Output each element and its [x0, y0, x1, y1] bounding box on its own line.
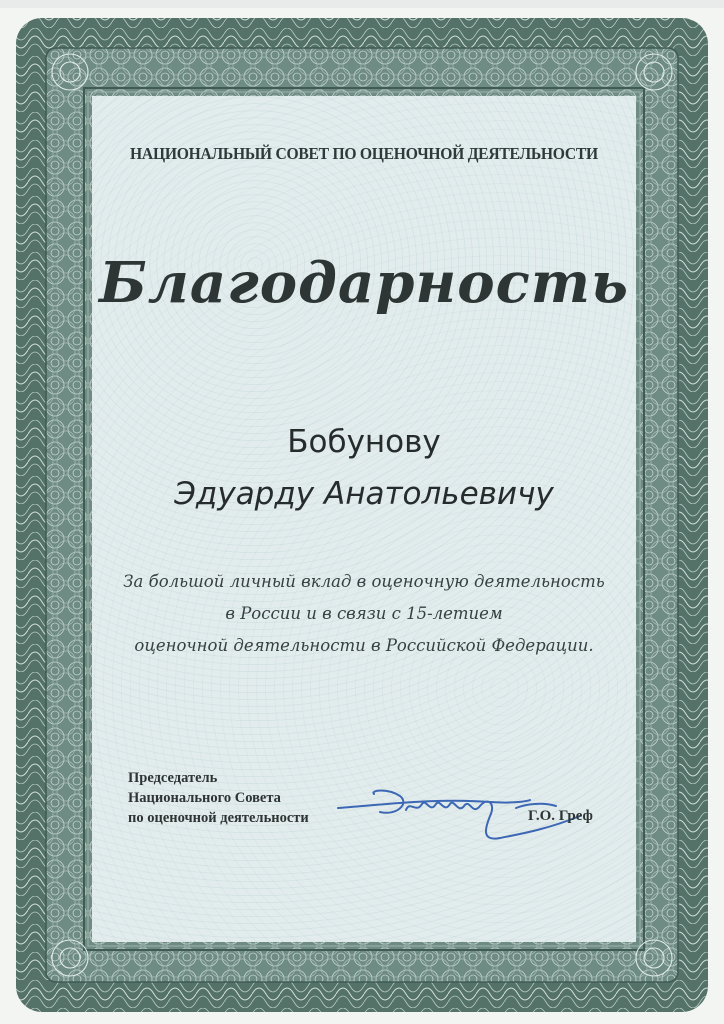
signatory-position-line: по оценочной деятельности: [128, 810, 309, 826]
signatory-position-line: Национального Совета: [128, 790, 281, 806]
reason-line: За большой личный вклад в оценочную деятельность: [123, 572, 605, 591]
reason-text: [92, 566, 636, 662]
recipient-surname: Бобунову: [287, 424, 441, 460]
signatory-position: [128, 768, 309, 828]
organization-title: НАЦИОНАЛЬНЫЙ СОВЕТ ПО ОЦЕНОЧНОЙ ДЕЯТЕЛЬНОСТИ: [130, 144, 598, 163]
recipient-name: Эдуарду Анатольевичу: [174, 476, 554, 512]
signatory-name: Г.О. Греф: [528, 808, 593, 824]
signatory-position-line: Председатель: [128, 770, 218, 786]
reason-line: в России и в связи с 15-летием: [225, 604, 503, 623]
certificate-title: Благодарность: [99, 250, 629, 316]
reason-line: оценочной деятельности в Российской Федерации.: [134, 636, 594, 655]
